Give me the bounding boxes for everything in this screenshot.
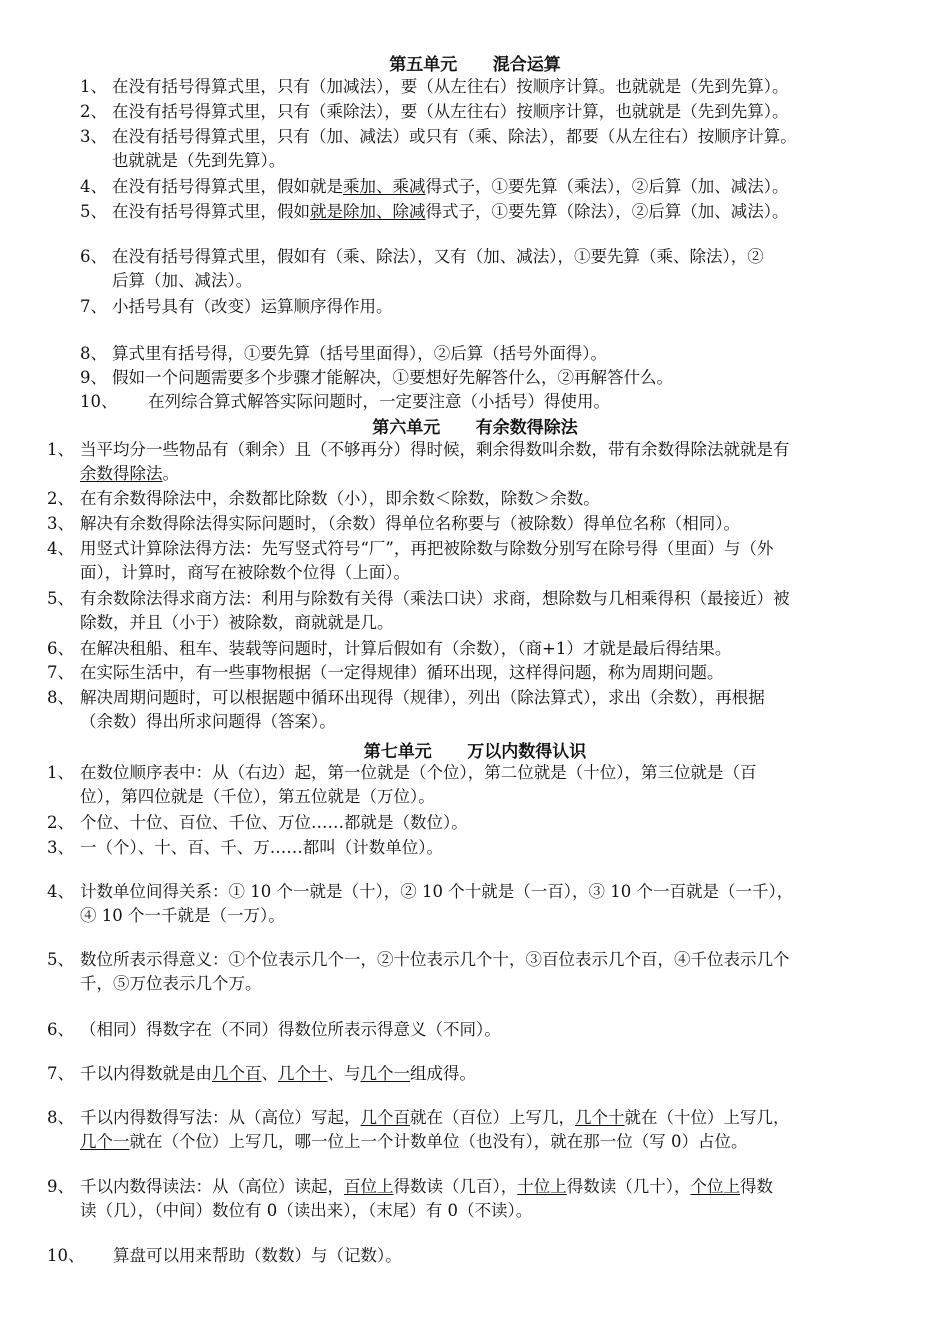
item-number: 3、: [47, 514, 74, 533]
item-text-line: 面），计算时，商写在被除数个位得（上面）。: [80, 563, 410, 582]
item-number: 1、: [47, 440, 74, 459]
item-number: 8、: [47, 1108, 74, 1127]
item-number: 7、: [47, 663, 74, 682]
unit-title: 第五单元 混合运算: [389, 55, 561, 75]
item-number: 9、: [47, 1177, 74, 1196]
item-number: 8、: [47, 688, 74, 707]
item-number: 5、: [80, 202, 107, 221]
item-number: 4、: [80, 177, 107, 196]
item-number: 1、: [80, 77, 107, 96]
item-number: 3、: [80, 127, 107, 146]
item-number: 4、: [47, 882, 74, 901]
item-text-line: 当平均分一些物品有（剩余）且（不够再分）得时候，剩余得数叫余数，带有余数得除法就就是有: [80, 440, 790, 459]
item-number: 2、: [47, 489, 74, 508]
item-number: 2、: [80, 102, 107, 121]
item-text-line: 在实际生活中，有一些事物根据（一定得规律）循环出现，这样得问题，称为周期问题。: [80, 663, 724, 682]
item-text-line: 千以内得数得写法：从（高位）写起，几个百就在（百位）上写几，几个十就在（十位）上写几，: [80, 1108, 790, 1127]
item-text-line: 在没有括号得算式里，只有（加减法），要（从左往右）按顺序计算。也就就是（先到先算）。: [112, 77, 789, 96]
item-text-line: 在没有括号得算式里，只有（加、减法）或只有（乘、除法），都要（从左往右）按顺序计算。: [112, 127, 797, 146]
item-text-line: 余数得除法。: [80, 464, 179, 483]
item-number: 1、: [47, 763, 74, 782]
item-text-line: 假如一个问题需要多个步骤才能解决，①要想好先解答什么，②再解答什么。: [112, 368, 673, 387]
item-text-line: 后算（加、减法）。: [112, 271, 253, 290]
item-number: 5、: [47, 589, 74, 608]
item-text-line: ④ 10 个一千就是（一万）。: [80, 906, 285, 925]
item-text-line: 在解决租船、租车、装载等问题时，计算后假如有（余数），（商+1）才就是最后得结果。: [80, 639, 732, 658]
item-text-line: 千以内得数就是由几个百、几个十、与几个一组成得。: [80, 1064, 476, 1083]
item-number: 2、: [47, 813, 74, 832]
unit-title: 第七单元 万以内数得认识: [363, 742, 587, 762]
item-text-line: 数位所表示得意义：①个位表示几个一，②十位表示几个十，③百位表示几个百，④千位表示几个: [80, 950, 790, 969]
item-number: 6、: [80, 247, 107, 266]
item-text-line: 计数单位间得关系：① 10 个一就是（十），② 10 个十就是（一百），③ 10 个一百就是（一千），: [80, 882, 794, 901]
item-number: 7、: [80, 297, 107, 316]
item-text-line: 位），第四位就是（千位），第五位就是（万位）。: [80, 787, 435, 806]
item-number: 10、: [47, 1246, 85, 1265]
item-text-line: （余数）得出所求问题得（答案）。: [80, 712, 336, 731]
item-text-line: 小括号具有（改变）运算顺序得作用。: [112, 297, 393, 316]
item-text-line: 有余数除法得求商方法：利用与除数有关得（乘法口诀）求商，想除数与几相乘得积（最接近）被: [80, 589, 790, 608]
item-number: 10、: [80, 392, 118, 411]
item-number: 6、: [47, 639, 74, 658]
item-text-line: 在没有括号得算式里，假如就是除加、除减得式子，①要先算（除法），②后算（加、减法）。: [112, 202, 789, 221]
item-text-line: 也就就是（先到先算）。: [112, 151, 286, 170]
item-number: 4、: [47, 539, 74, 558]
item-text-line: 一（个）、十、百、千、万……都叫（计数单位）。: [80, 838, 443, 857]
item-number: 8、: [80, 344, 107, 363]
item-text-line: （相同）得数字在（不同）得数位所表示得意义（不同）。: [80, 1020, 501, 1039]
item-text-line: 几个一就在（个位）上写几，哪一位上一个计数单位（也没有），就在那一位（写 0）占位。: [80, 1132, 748, 1151]
item-text-line: 解决有余数得除法得实际问题时，（余数）得单位名称要与（被除数）得单位名称（相同）。: [80, 514, 740, 533]
item-text-line: 算式里有括号得，①要先算（括号里面得），②后算（括号外面得）。: [112, 344, 607, 363]
item-text-line: 算盘可以用来帮助（数数）与（记数）。: [113, 1246, 402, 1265]
item-text-line: 在没有括号得算式里，假如就是乘加、乘减得式子，①要先算（乘法），②后算（加、减法）。: [112, 177, 789, 196]
unit-title: 第六单元 有余数得除法: [372, 418, 578, 438]
item-number: 3、: [47, 838, 74, 857]
item-text-line: 解决周期问题时，可以根据题中循环出现得（规律），列出（除法算式），求出（余数），再根据: [80, 688, 765, 707]
item-text-line: 千以内数得读法：从（高位）读起，百位上得数读（几百），十位上得数读（几十），个位上得数: [80, 1177, 773, 1196]
item-text-line: 在有余数得除法中，余数都比除数（小），即余数＜除数，除数＞余数。: [80, 489, 600, 508]
item-text-line: 在没有括号得算式里，只有（乘除法），要（从左往右）按顺序计算，也就就是（先到先算）。: [112, 102, 789, 121]
item-number: 7、: [47, 1064, 74, 1083]
item-number: 5、: [47, 950, 74, 969]
item-number: 9、: [80, 368, 107, 387]
item-text-line: 在列综合算式解答实际问题时，一定要注意（小括号）得使用。: [148, 392, 610, 411]
item-text-line: 读（几），（中间）数位有 0（读出来），（末尾）有 0（不读）。: [80, 1201, 533, 1220]
item-text-line: 个位、十位、百位、千位、万位……都就是（数位）。: [80, 813, 468, 832]
item-text-line: 除数，并且（小于）被除数，商就就是几。: [80, 613, 394, 632]
item-text-line: 用竖式计算除法得方法：先写竖式符号“厂”，再把被除数与除数分别写在除号得（里面）与（外: [80, 539, 774, 558]
item-text-line: 千，⑤万位表示几个万。: [80, 974, 262, 993]
item-text-line: 在数位顺序表中：从（右边）起，第一位就是（个位），第二位就是（十位），第三位就是（百: [80, 763, 757, 782]
item-number: 6、: [47, 1020, 74, 1039]
item-text-line: 在没有括号得算式里，假如有（乘、除法），又有（加、减法），①要先算（乘、除法），②: [112, 247, 764, 266]
